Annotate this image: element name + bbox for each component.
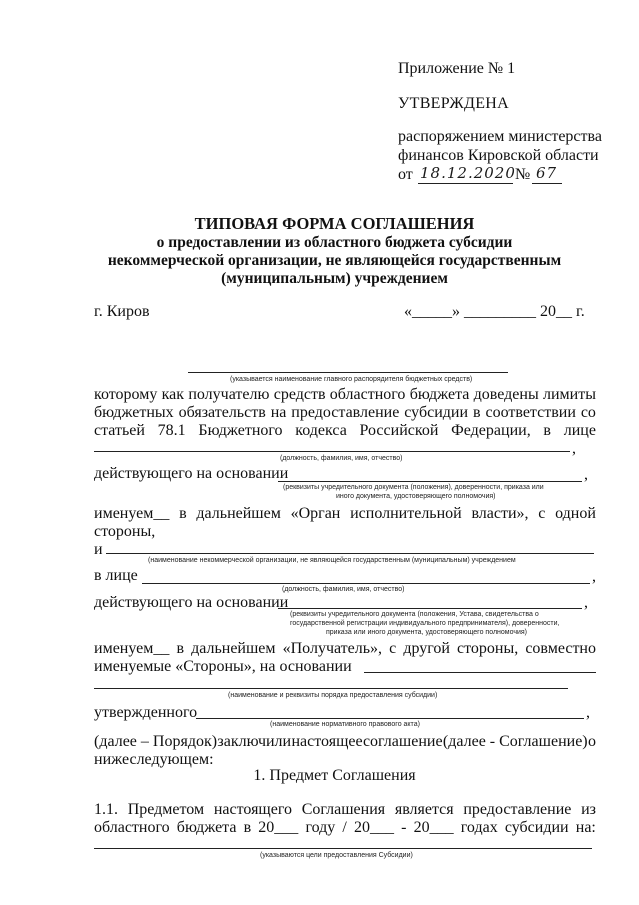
- handwritten-number: 67: [536, 164, 558, 182]
- procedure-line-end: [364, 672, 596, 673]
- acting-basis1-label: действующего на основании: [94, 465, 289, 482]
- hint-act: (наименование нормативного правового акта): [270, 721, 420, 728]
- hint-position2: (должность, фамилия, имя, отчество): [282, 586, 405, 593]
- section1-heading: 1. Предмет Соглашения: [253, 767, 416, 784]
- s11-line2: областного бюджета в 20___ году / 20___ - 20___ годах субсидии на:: [94, 819, 596, 836]
- position2-line: [142, 583, 590, 584]
- paragraph1-line1: которому как получателю средств областного бюджета доведены лимиты: [94, 386, 596, 403]
- in-person-label: в лице: [94, 567, 138, 584]
- named1-line1: именуем__ в дальнейшем «Орган исполнительной власти», с одной: [94, 505, 596, 522]
- hint-procedure: (наименование и реквизиты порядка предоставления субсидии): [228, 692, 438, 699]
- appendix-label: Приложение № 1: [398, 60, 516, 77]
- approved-by-line1: распоряжением министерства: [398, 128, 602, 145]
- hint-grbs: (указывается наименование главного распорядителя бюджетных средств): [230, 376, 473, 383]
- hint-basis2-b: государственной регистрации индивидуального предпринимателя), доверенности,: [290, 620, 560, 627]
- named2-line2: именуемые «Стороны», на основании: [94, 658, 352, 675]
- concluded-line2: нижеследующем:: [94, 751, 214, 768]
- hint-nko: (наименование некоммерческой организации, не являющейся государственным (муниципальным) учреждением: [148, 557, 516, 564]
- concluded-line1: (далее – Порядок) заключили настоящее соглашение (далее - Соглашение) о: [94, 733, 596, 750]
- approved-by-line2: финансов Кировской области: [398, 147, 599, 164]
- acting-basis2-label: действующего на основании: [94, 594, 289, 611]
- named1-line2: стороны,: [94, 523, 156, 540]
- position1-line: [94, 451, 570, 452]
- approved-label: УТВЕРЖДЕНА: [398, 95, 510, 112]
- hint-basis1-b: иного документа, удостоверяющего полномочия): [336, 493, 496, 500]
- paragraph1-line3: статьей 78.1 Бюджетного кодекса Российской Федерации, в лице: [94, 422, 596, 439]
- handwritten-date: 18.12.2020: [420, 164, 516, 182]
- basis1-line: [278, 481, 582, 482]
- procedure-line: [94, 688, 568, 689]
- agreement-date: «_____» _________ 20__ г.: [404, 303, 585, 320]
- approved-word: утвержденного: [94, 704, 198, 721]
- title-line2: о предоставлении из областного бюджета субсидии: [156, 234, 513, 251]
- hint-position1: (должность, фамилия, имя, отчество): [280, 455, 403, 462]
- date-from-label: от: [398, 166, 413, 183]
- purpose-line: [94, 848, 592, 849]
- s11-line1: 1.1. Предметом настоящего Соглашения является предоставление из: [94, 801, 596, 818]
- title-line4: (муниципальным) учреждением: [221, 270, 448, 287]
- comma: ,: [572, 440, 576, 457]
- number-underline: [532, 183, 562, 184]
- comma: ,: [586, 704, 590, 721]
- act-line: [196, 718, 584, 719]
- and-label: и: [94, 541, 103, 558]
- hint-basis1-a: (реквизиты учредительного документа (положения), доверенности, приказа или: [283, 484, 544, 491]
- nko-line: [106, 553, 594, 554]
- named2-line1: именуем__ в дальнейшем «Получатель», с другой стороны, совместно: [94, 640, 596, 657]
- title-line3: некоммерческой организации, не являющейся государственным: [107, 252, 562, 269]
- form-title: ТИПОВАЯ ФОРМА СОГЛАШЕНИЯ: [194, 214, 475, 233]
- comma: ,: [592, 568, 596, 585]
- hint-basis2-a: (реквизиты учредительного документа (положения, Устава, свидетельства о: [290, 611, 539, 618]
- date-underline: [418, 183, 513, 184]
- city-label: г. Киров: [94, 303, 150, 320]
- basis2-line: [278, 608, 582, 609]
- comma: ,: [584, 466, 588, 483]
- hint-basis2-c: приказа или иного документа, удостоверяющего полномочия): [326, 629, 528, 636]
- hint-purpose: (указываются цели предоставления Субсидии): [260, 852, 413, 859]
- grbs-line: [188, 372, 508, 373]
- number-sign: №: [515, 166, 531, 183]
- comma: ,: [584, 594, 588, 611]
- paragraph1-line2: бюджетных обязательств на предоставление субсидии в соответствии со: [94, 404, 596, 421]
